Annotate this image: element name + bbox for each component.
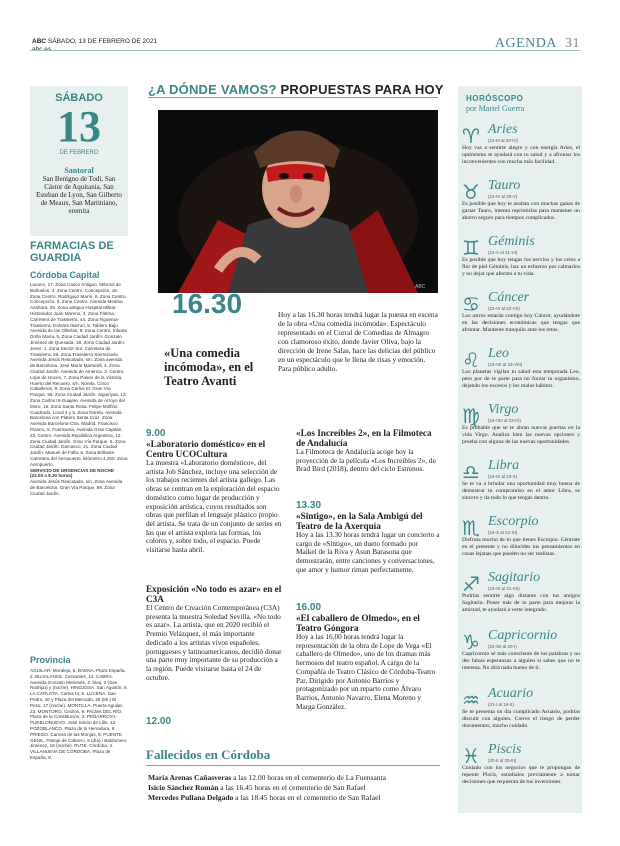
event-body: Hoy a las 16.00 horas tendrá lugar la representación de la obra de Lope de Vega «El caballero de Olmedo», uno de los dramas más hermosos del teatro español. A cargo de la Compañía de Teatro Clásico de Córdoba-Teatro Par. Dirigido por Antonio Barrios y protagonizado por un reparto como Álvaro Barrios, Antonio Navarro, Elena Moreno y Marga González. [296,632,436,711]
province-pharmacy-list: AGUILAR. Moralejo, 6. BAENA. Plaza España, 2. BUJALANCE. Cervantes, 14. CABRA. Avenida Gonzalo Meneses, 2, bloq. 2 (San Rodrigo) y (noche). HINOJOSA. San Agustín, 6. LA CARLOTA. Carlos III, 5. LUCENA. San Pedro, 40 y Plaza del Mercado, 28 (Mi.) El Peso, 17 (noche). MONTILLA. Puerta Aguilar, 23. MONTORO. Cedros, 9. PALMA DEL RÍO. Plaza de la Constitución, 2. PEÑARROYA-PUEBLONUEVO. José Simón de Lillo, 13. POZOBLANCO. Plaza de la Herradura, 9. PRIEGO. Carrera de las Monjas, 8. PUENTE GENIL. Pasaje de Cabrero, 6 (día) / Baldomero Jiménez, 18 (noche). RUTE. Córdoba, 4. VILLANUEVA DE CÓRDOBA. Plaza de España, 9. [30,668,128,760]
photo-credit: ABC [415,284,426,290]
deaths-rule [146,765,440,766]
event-title: «Laboratorio doméstico» en el Centro UCOCultura [146,439,266,459]
sign-text: Es probable que se te abran nuevas puertas en la vida Virgo. Analiza bien las nuevas opciones y prueba con alguna de las nuevas oportunidades. [462,425,580,445]
death-name: María Arenas Cañasveras [148,773,232,782]
urgent-list-text: Avenida Jesús Rescatado, s/n. Zona Avenida de Barcelona. Gran Vía Parque, 59. Zona Ciudad Jardín. [30,479,123,496]
page-number: 31 [565,36,580,51]
sign-text: Cuidado con los negocios que te propongan de repente Piscis, estúdialos previamente a tomar decisiones que requieran de tus inversiones. [462,765,580,785]
day-number: 13 [57,102,101,151]
sign-name: Cáncer [488,290,530,305]
sign-dates: (24-IX al 23-X) [488,474,518,479]
feature-photo [158,110,438,293]
cordoba-list-text: Lucano, 17. Zona Casco Antiguo. Mármol de Bañuelos, 4. Zona Centro. Concepción, 16. Zona Centro. Rodríguez Marín, 8. Zona Centro. Concepción, 6. Zona Centro. Avenida Medina Azahara, 29. Zona antiguo Hospital Militar. Historiador Juan Moreno, 4. Zona Fátima. Carretera de Trassierra, 44. Zona Figueroa-Trassierra. Dolores Ibarruri, 5. Tablero Bajo. Avenida de las Ollerías, 8. Zona Centro. Infanta Doña María, 5. Zona Ciudad Jardín. Gonzalo Jiménez de Quesada, 19. Zona Ciudad Jardín. Jerez, 1. Zona Sector Sur. Carretera de Trassierra, 36. Zona Trassierra-Sierrezuela. Avenida Jesús Rescatado, s/n. Zona avenida de Barcelona. José María Martorell, 4. Zona Ciudad Jardín. Avenida de América, 3. Centro. Lope de Hoces, 7. Zona Paseo de la Victoria. Huerto del Recuero, s/n. Norela. Cinco Caballeros, 9. Zona Carlos III. Gran Vía Parque, 59. Zona Ciudad Jardín. Siguiriyas, 13. Zona Carlos III-Guajete. Avenida de Arroyo del Moro, 15. Zona Santa Rosa. Felipe Molfino Cuadrado, Local 4 y 5. Zona Norela. Avenida Barcelona con Platero Santa Cruz. Zona Avenida Barcelona-Ctra. Madrid. Francisco Pizarro, 8. Fuensanta. Avenida Gran Capitán, 23. Centro. Avenida República Argentina, 12. Zona Ciudad Jardín. Gran Vía Parque, 5. Zona Ciudad Jardín. Damasco, 21. Zona Ciudad Jardín. Manuel de Falla, 6. Zona Brillante. Carretera del Aeropuerto, kilómetro 4,250. Zona Aeropuerto. [30,282,128,467]
sign-dates: (22-VI al 22-VII) [488,306,520,311]
sign-dates: (23-VII al 23-VIII) [488,362,523,367]
sign-name: Escorpio [488,514,539,529]
event-item [146,428,282,555]
death-name: Mercedes Pullana Delgado [148,793,234,802]
sign-text: Los planetas vigilan tu salud esta temporada Leo, pero por de te parte para no forzar tu organismo, dejando los excesos y los malos hábitos. [462,369,580,389]
event-title: «Sintigo», en la Sala Ambigú del Teatro de la Axerquía [296,511,423,531]
header-meta [32,38,157,54]
sign-dates: (21-IV al 20-V) [488,194,518,199]
sign-text: Se te va a brindar una oportunidad muy buena de demostrar tu compromiso en el amor Libra, se sincero y da todo lo que tengas dentro. [462,481,580,501]
cordoba-heading: Córdoba Capital [30,270,100,280]
event-time: 16.00 [296,602,322,613]
capricorn-icon: ♑ [462,630,480,654]
sign-name: Tauro [488,178,521,193]
sign-dates: (24-X al 22-XI) [488,530,518,535]
issue-date: SÁBADO, 13 DE FEBRERO DE 2021 [47,38,158,45]
sign-text: Capricornio sé más consciente de tus palabras y no des falsas esperanzas a alguien si sabes que no te interesa. No dirá nada bueno de ti. [462,651,580,671]
sign-text: Hoy vas a sentirte alegre y con energía Aries, el optimismo te ayudará con tu salud y a afrontar los inconvenientes con mucha más facilidad. [462,145,580,165]
agenda-title-part2: PROPUESTAS PARA HOY [280,82,444,97]
death-detail: a las 18.45 horas en el cementerio de San Rafael [235,793,381,802]
sign-dates: (24-VIII al 23-IX) [488,418,522,423]
urgent-heading: SERVICIO DE URGENCIAS DE NOCHE (22.00 a 9.30 horas) [30,467,114,479]
feature-title: «Una comedia incómoda», en el Teatro Avanti [164,346,254,388]
section-title: AGENDA [494,36,557,51]
sagittarius-icon: ♐ [462,572,480,596]
death-detail: a las 16.45 horas en el cementerio de San Rafael [220,783,366,792]
aries-icon: ♈ [462,124,480,148]
actor-illustration [158,110,438,293]
feature-time: 16.30 [172,288,243,319]
sign-name: Acuario [488,686,534,701]
month-label: DE FEBRERO [59,150,99,156]
site-url: abc.es [32,46,52,53]
sign-name: Géminis [488,234,535,249]
libra-icon: ♎ [462,460,480,484]
event-item [296,428,440,474]
pisces-icon: ♓ [462,744,480,768]
event-title: Exposición «No todo es azar» en el C3A [146,584,282,604]
event-body: Hoy a las 13.30 horas tendrá lugar un concierto a cargo de «Sintigo», un dueto formado por Maikel de la Riva y Asun Barasona que demostrarán, entre canciones y conversaciones, que amor y humor riman perfectamente. [296,530,440,574]
sign-name: Libra [488,458,520,473]
sign-text: Disfruta mucho de lo que tienes Escorpio. Céntrate en el presente y no dilucides tus pensamientos en cosas lejanas que pueden no ser realistas. [462,537,580,557]
sign-dates: (21-V al 21-VI) [488,250,518,255]
cordoba-pharmacy-list [30,282,128,496]
death-detail: a las 12.00 horas en el cementerio de La Fuensanta [233,773,386,782]
sign-text: Se te presenta un día complicado Acuario, podrías discutir con alguien. Corres el riesgo de perder documentos, mucho cuidado. [462,709,580,729]
santoral-text: San Benigno de Todi, San Cástor de Aquitania, San Esteban de Lyon, San Gilberto de Meaux, San Martiniano, eremita [36,175,122,215]
sign-name: Virgo [488,402,519,417]
sign-dates: (20-II al 20-III) [488,758,517,763]
aquarius-icon: ♒ [462,688,480,712]
gemini-icon: ♊ [462,236,480,260]
deaths-list [148,773,442,803]
death-entry [148,783,442,793]
event-item [296,602,440,711]
day-of-week: SÁBADO [55,92,103,104]
cancer-icon: ♋ [462,292,480,316]
deaths-title: Fallecidos en Córdoba [146,747,271,762]
sign-text: Es posible que hoy tengas los nervios y los celos a flor de piel Géminis, haz un esfuerzo por calmarlos y no dejar que afecten a tu vida. [462,257,580,277]
sign-dates: (22-XII al 20-I) [488,644,517,649]
event-body: El Centro de Creación Contemporánea (C3A) presenta la muestra Soledad Sevilla. «No todo es azar». La artista, que en 2020 recibió el Premio Velázquez, el más importante dedicado a los artistas vivos españoles, portugueses y latinoamericanos, decidió donar una parte muy importante de su producción a la región. Puede visitarse hasta el 24 de octubre. [146,603,282,682]
pharmacy-title: FARMACIAS DE GUARDIA [30,240,114,264]
agenda-title [148,82,444,97]
sign-name: Sagitario [488,570,541,585]
horoscope-title: HORÓSCOPO [466,94,524,103]
horoscope-author: por Mariel Guerra [466,104,525,113]
date-box [30,86,128,236]
sign-dates: (21-III al 20-IV) [488,138,519,143]
taurus-icon: ♉ [462,180,480,204]
paper-name: ABC [32,38,47,45]
event-title: «El caballero de Olmedo», en el Teatro Góngora [296,613,420,633]
event-time: 13.30 [296,500,322,511]
sign-dates: (21-I al 19-II) [488,702,514,707]
sign-text: Es posible que hoy te asaltan con muchas ganas de gastar Tauro, intenta reprimirlas para mantener un ahorro seguro para tiempos complicados. [462,201,580,221]
event-body: La Filmoteca de Andalucía acoge hoy la proyección de la película «Los Increíbles 2», de Brad Bird (2018), dentro del ciclo Estrenos. [296,447,436,474]
death-name: Isicio Sánchez Román [148,783,219,792]
event-body: La muestra «Laboratorio doméstico», del artista Job Sánchez, incluye una selección de los trabajos recientes del artista gallego. Las obras se centran en la exploración del espacio doméstico como lugar de producción y exposición artística, cuyos resultados son obras que perfilan el lenguaje plástico propio del artista. Se trata de un conjunto de series en las que el artista explora las formas, los colores y, sobre todo, el espacio. Puede visitarse hasta abril. [146,458,282,555]
feature-body: Hoy a las 16.30 horas tendrá lugar la puesta en escena de la obra «Una comedia incómoda». Espectáculo representado en el Corral de Comedias de Almagro con clamoroso éxito, donde Javier Oliva, bajo la dirección de Irene Salas, hace las delicias del público en un espectáculo que le llena de risas y emoción. Para público adulto. [278,310,438,373]
province-heading: Provincia [30,655,71,665]
scorpio-icon: ♏ [462,516,480,540]
event-item [146,584,282,682]
sign-name: Aries [488,122,518,137]
event-item [296,500,440,575]
virgo-icon: ♍ [462,404,480,428]
event-time: 9.00 [146,428,166,439]
death-entry [148,773,442,783]
sign-name: Capricornio [488,628,558,643]
sign-name: Piscis [488,742,522,757]
sign-dates: (23-XI al 21-XII) [488,586,520,591]
leo-icon: ♌ [462,348,480,372]
santoral-title: Santoral [64,166,94,175]
agenda-rule [148,97,438,98]
sign-text: Los astros estarán contigo hoy Cáncer, ayudándote en las decisiones económicas que tengas que afrontar. Mantente tranquilo ante los retos. [462,313,580,333]
death-entry [148,793,442,803]
header-rule [30,50,580,51]
sign-text: Podrías sentirte algo distante con tus amigos Sagitario. Poner más de tu parte para mejorar la amistad, te ayudará a verte integrado. [462,593,580,613]
event-title: «Los Increíbles 2», en la Filmoteca de Andalucía [296,428,432,448]
event-time: 12.00 [146,716,172,727]
agenda-title-part1: ¿A DÓNDE VAMOS? [148,82,277,97]
sign-name: Leo [488,346,509,361]
